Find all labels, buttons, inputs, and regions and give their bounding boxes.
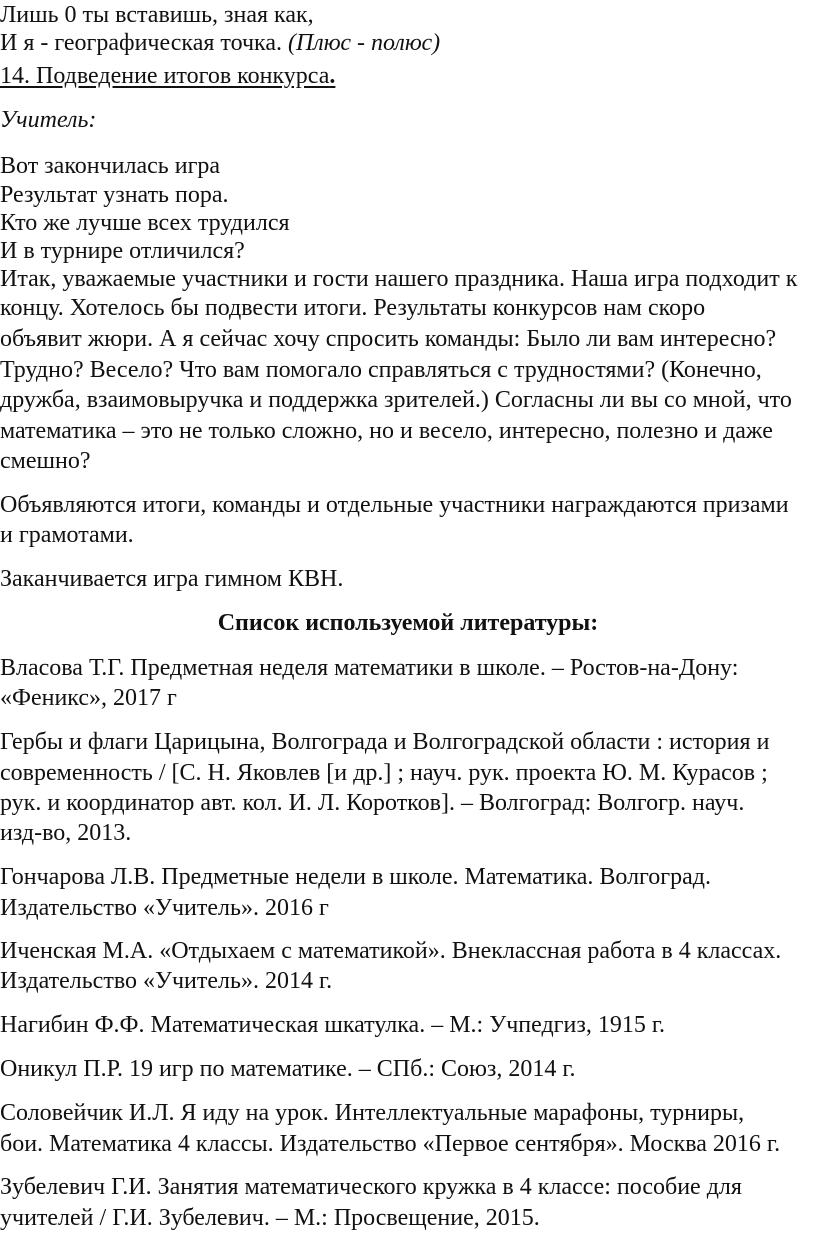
poem-line-1: Лишь 0 ты вставишь, зная как,: [0, 2, 314, 28]
verse-line: И в турнире отличился?: [0, 238, 245, 264]
ending-line: Заканчивается игра гимном КВН.: [0, 566, 344, 592]
bibliography-entry-line: рук. и координатор авт. кол. И. Л. Коротков]. – Волгоград: Волгогр. науч.: [0, 790, 745, 816]
bibliography-entry-line: Зубелевич Г.И. Занятия математического кружка в 4 классе: пособие для: [0, 1174, 742, 1200]
results-line: Объявляются итоги, команды и отдельные участники награждаются призами: [0, 492, 789, 518]
section-heading-dot: .: [329, 63, 336, 89]
speech-line: объявит жюри. А я сейчас хочу спросить команды: Было ли вам интересно?: [0, 326, 777, 352]
speech-line: дружба, взаимовыручка и поддержка зрителей.) Согласны ли вы со мной, что: [0, 387, 792, 413]
poem-line-2-text: И я - географическая точка.: [0, 30, 288, 56]
bibliography-title: Список используемой литературы:: [217, 610, 599, 636]
speech-line: математика – это не только сложно, но и весело, интересно, полезно и даже: [0, 418, 773, 444]
bibliography-entry-line: Власова Т.Г. Предметная неделя математики в школе. – Ростов-на-Дону:: [0, 655, 739, 681]
bibliography-entry-line: Издательство «Учитель». 2014 г.: [0, 968, 333, 994]
bibliography-entry-line: Иченская М.А. «Отдыхаем с математикой». Внеклассная работа в 4 классах.: [0, 938, 782, 964]
section-heading: [0, 60, 335, 92]
bibliography-entry-line: Нагибин Ф.Ф. Математическая шкатулка. – М.: Учпедгиз, 1915 г.: [0, 1012, 665, 1038]
bibliography-entry-line: учителей / Г.И. Зубелевич. – М.: Просвещение, 2015.: [0, 1205, 540, 1231]
bibliography-entry-line: Оникул П.Р. 19 игр по математике. – СПб.: Союз, 2014 г.: [0, 1056, 576, 1082]
results-line: и грамотами.: [0, 522, 134, 548]
bibliography-entry-line: изд-во, 2013.: [0, 820, 132, 846]
verse-line: Кто же лучше всех трудился: [0, 210, 290, 236]
bibliography-entry-line: «Феникс», 2017 г: [0, 685, 177, 711]
bibliography-entry-line: Издательство «Учитель». 2016 г: [0, 895, 329, 921]
speech-line: смешно?: [0, 448, 91, 474]
bibliography-entry-line: Соловейчик И.Л. Я иду на урок. Интеллектуальные марафоны, турниры,: [0, 1100, 745, 1126]
bibliography-entry-line: бои. Математика 4 классы. Издательство «Первое сентября». Москва 2016 г.: [0, 1131, 781, 1157]
poem-line-2-answer: (Плюс - полюс): [287, 30, 441, 56]
speaker-label: Учитель:: [0, 107, 97, 133]
bibliography-entry-line: Гербы и флаги Царицына, Волгограда и Волгоградской области : история и: [0, 729, 770, 755]
speech-line: концу. Хотелось бы подвести итоги. Результаты конкурсов нам скоро: [0, 295, 706, 321]
verse-line: Результат узнать пора.: [0, 182, 229, 208]
bibliography-entry-line: Гончарова Л.В. Предметные недели в школе. Математика. Волгоград.: [0, 864, 712, 890]
speech-line: Трудно? Весело? Что вам помогало справляться с трудностями? (Конечно,: [0, 357, 762, 383]
bibliography-entry-line: современность / [С. Н. Яковлев [и др.] ; науч. рук. проекта Ю. М. Курасов ;: [0, 760, 768, 786]
verse-line: Вот закончилась игра: [0, 153, 221, 179]
section-heading-text: 14. Подведение итогов конкурса: [0, 63, 330, 89]
poem-line-2: [0, 27, 440, 59]
speech-line: Итак, уважаемые участники и гости нашего праздника. Наша игра подходит к: [0, 266, 798, 292]
